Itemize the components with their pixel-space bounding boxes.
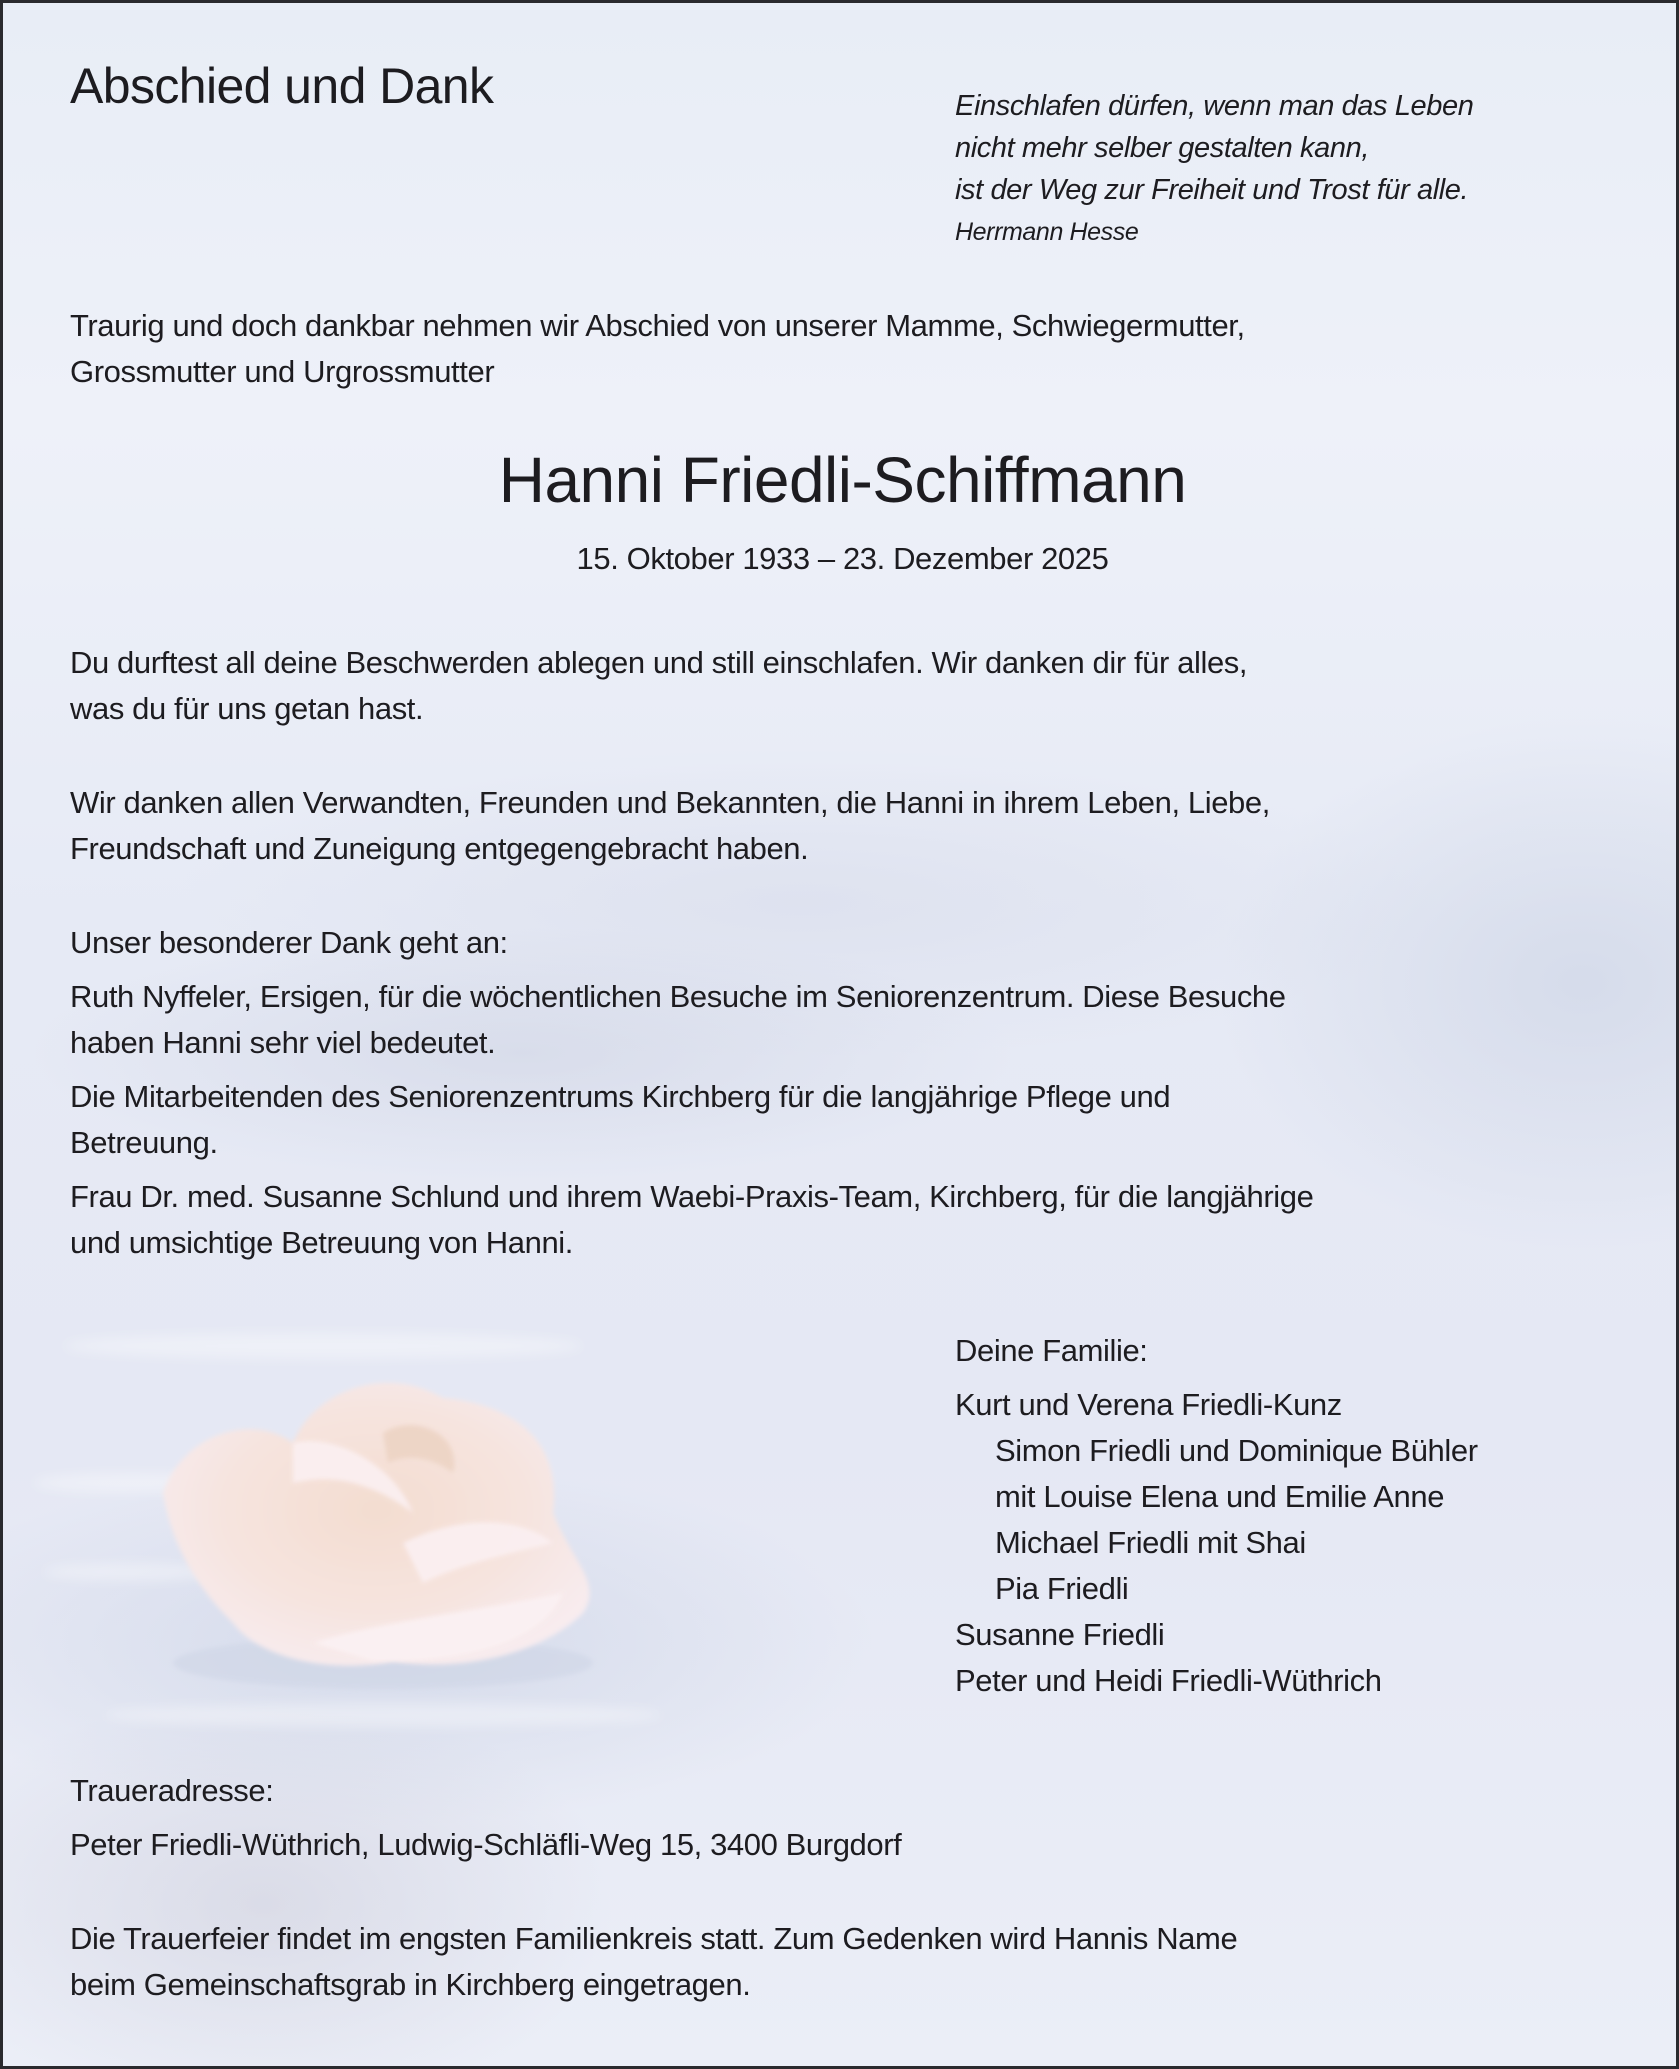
closing-paragraph — [70, 1916, 1237, 2008]
rose-icon — [143, 1343, 603, 1703]
paragraph-line: Du durftest all deine Beschwerden ablegen und still einschlafen. Wir danken dir für alles, — [70, 645, 1248, 680]
thanks-line: und umsichtige Betreuung von Hanni. — [70, 1225, 573, 1260]
address-text: Peter Friedli-Wüthrich, Ludwig-Schläfli-Weg 15, 3400 Burgdorf — [70, 1827, 902, 1862]
family-member: mit Louise Elena und Emilie Anne — [995, 1479, 1445, 1514]
quote-line: nicht mehr selber gestalten kann, — [955, 132, 1369, 164]
special-thanks-heading: Unser besonderer Dank geht an: — [70, 925, 508, 960]
closing-line: Die Trauerfeier findet im engsten Familienkreis statt. Zum Gedenken wird Hannis Name — [70, 1921, 1238, 1956]
thanks-item — [70, 974, 1313, 1066]
family-list — [955, 1328, 1478, 1704]
thanks-item — [70, 1074, 1313, 1166]
page-title: Abschied und Dank — [70, 58, 494, 114]
address-heading: Traueradresse: — [70, 1773, 274, 1808]
family-member: Susanne Friedli — [955, 1617, 1165, 1652]
life-dates: 15. Oktober 1933 – 23. Dezember 2025 — [576, 541, 1109, 576]
paragraph-line: Freundschaft und Zuneigung entgegengebracht haben. — [70, 831, 809, 866]
special-thanks — [70, 920, 1313, 1266]
paragraph-line: was du für uns getan hast. — [70, 691, 424, 726]
thanks-item — [70, 1174, 1313, 1266]
family-member: Kurt und Verena Friedli-Kunz — [955, 1387, 1342, 1422]
family-member: Pia Friedli — [995, 1571, 1129, 1606]
family-heading: Deine Familie: — [955, 1333, 1148, 1368]
intro-paragraph — [70, 303, 1245, 395]
quote-line: ist der Weg zur Freiheit und Trost für alle. — [955, 174, 1469, 206]
quote-author: Herrmann Hesse — [955, 218, 1139, 246]
intro-line: Grossmutter und Urgrossmutter — [70, 354, 495, 389]
water-highlight — [103, 1703, 663, 1727]
thanks-line: Frau Dr. med. Susanne Schlund und ihrem Waebi-Praxis-Team, Kirchberg, für die langjährige — [70, 1179, 1314, 1214]
mourning-address — [70, 1768, 901, 1868]
thanks-paragraph — [70, 780, 1270, 872]
closing-line: beim Gemeinschaftsgrab in Kirchberg eingetragen. — [70, 1967, 751, 2002]
family-member: Peter und Heidi Friedli-Wüthrich — [955, 1663, 1382, 1698]
thanks-line: haben Hanni sehr viel bedeutet. — [70, 1025, 496, 1060]
farewell-paragraph — [70, 640, 1247, 732]
thanks-line: Ruth Nyffeler, Ersigen, für die wöchentlichen Besuche im Seniorenzentrum. Diese Besuche — [70, 979, 1286, 1014]
intro-line: Traurig und doch dankbar nehmen wir Abschied von unserer Mamme, Schwiegermutter, — [70, 308, 1245, 343]
thanks-line: Betreuung. — [70, 1125, 218, 1160]
thanks-line: Die Mitarbeitenden des Seniorenzentrums Kirchberg für die langjährige Pflege und — [70, 1079, 1171, 1114]
quote-block — [955, 85, 1473, 253]
family-member: Michael Friedli mit Shai — [995, 1525, 1306, 1560]
deceased-name: Hanni Friedli-Schiffmann — [498, 444, 1187, 516]
quote-line: Einschlafen dürfen, wenn man das Leben — [955, 90, 1474, 122]
paragraph-line: Wir danken allen Verwandten, Freunden und Bekannten, die Hanni in ihrem Leben, Liebe, — [70, 785, 1270, 820]
family-member: Simon Friedli und Dominique Bühler — [995, 1433, 1478, 1468]
